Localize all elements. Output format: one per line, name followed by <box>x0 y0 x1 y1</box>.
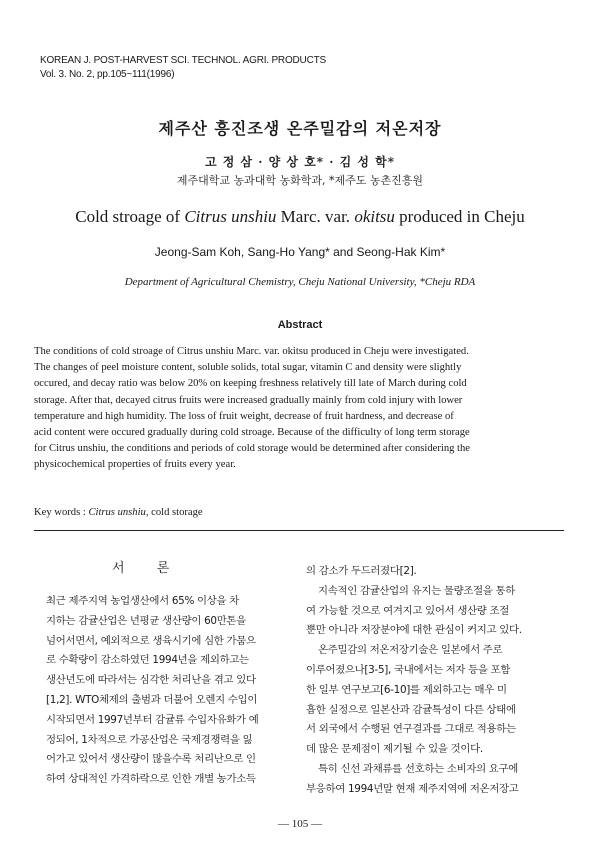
journal-volume: Vol. 3. No. 2, pp.105~111(1996) <box>40 69 175 80</box>
body-line: 이루어졌으나[3-5], 국내에서는 저자 등을 포함 <box>306 663 511 676</box>
abstract-line: temperature and high humidity. The loss of fruit weight, decrease of fruit hardness, and decrease of <box>34 410 454 422</box>
abstract-line: for Citrus unshiu, the conditions and periods of cold storage would be determined after considering the <box>34 443 471 455</box>
section-divider <box>34 530 564 531</box>
body-line: 지속적인 감귤산업의 유지는 물량조절을 통하 <box>318 584 516 597</box>
body-line: 뿐만 아니라 저장분야에 대한 관심이 커지고 있다. <box>306 624 522 637</box>
body-line: 한 일부 연구보고[6-10]를 제외하고는 매우 미 <box>306 683 507 696</box>
body-line: 정되어, 1차적으로 가공산업은 국제경쟁력을 잃 <box>46 733 253 746</box>
keywords-species: Citrus unshiu, <box>88 507 149 518</box>
english-title-species: Citrus unshiu <box>184 207 277 226</box>
abstract-heading: Abstract <box>277 319 323 331</box>
left-column <box>46 592 296 790</box>
keywords <box>34 507 203 518</box>
body-line: 의 감소가 두드러졌다[2]. <box>306 565 417 577</box>
english-title-variety: okitsu <box>354 207 395 226</box>
abstract-line: storage. After that, decayed citrus fruits were increased gradually mainly from cold injury with lower <box>34 394 463 406</box>
body-line: 어가고 있어서 생산량이 많을수록 처리난으로 인 <box>46 753 256 766</box>
body-line: 여 가능할 것으로 여겨지고 있어서 생산량 조절 <box>306 604 510 617</box>
introduction-heading: 서 론 <box>112 561 184 576</box>
body-line: 온주밀감의 저온저장기술은 일본에서 주로 <box>318 644 503 657</box>
body-line: 최근 제주지역 농업생산에서 65% 이상을 차 <box>46 595 240 607</box>
abstract-line: physicochemical properties of fruits every year. <box>34 459 236 471</box>
journal-header <box>40 54 326 82</box>
body-line: [1,2]. WTO체제의 출범과 더불어 오렌지 수입이 <box>46 693 258 706</box>
korean-affiliation: 제주대학교 농과대학 농화학과, *제주도 농촌진흥원 <box>176 174 424 187</box>
body-line: 특히 신선 과채류를 선호하는 소비자의 요구에 <box>318 762 519 775</box>
abstract-line: occured, and decay ratio was below 20% on keeping freshness relatively till late of March during cold <box>34 378 467 390</box>
english-title-part2: Marc. var. <box>276 207 355 226</box>
body-line: 부응하여 1994년말 현재 제주지역에 저온저장고 <box>306 782 519 795</box>
page-number: — 105 — <box>278 818 322 830</box>
body-line: 생산년도에 따라서는 심각한 처리난을 겪고 있다 <box>46 674 256 687</box>
body-line: 하여 상대적인 가격하락으로 인한 개별 농가소득 <box>46 773 256 786</box>
body-line: 시작되면서 1997년부터 감귤류 수입자유화가 예 <box>46 713 259 726</box>
body-line: 서 외국에서 수행된 연구결과를 그대로 적용하는 <box>306 723 516 736</box>
abstract-line: The changes of peel moisture content, soluble solids, total sugar, vitamin C and density were slightly <box>34 362 462 374</box>
english-affiliation: Department of Agricultural Chemistry, Cheju National University, *Cheju RDA <box>124 276 476 288</box>
abstract-line: The conditions of cold stroage of Citrus unshiu Marc. var. okitsu produced in Cheju were investigated. <box>34 346 469 357</box>
body-line: 로 수확량이 감소하였던 1994년을 제외하고는 <box>46 654 249 667</box>
abstract-line: acid content were occured gradually during cold stroage. Because of the difficulty of long term storage <box>34 427 470 439</box>
abstract-body <box>34 344 558 474</box>
journal-name: KOREAN J. POST-HARVEST SCI. TECHNOL. AGRI. PRODUCTS <box>40 55 326 66</box>
english-title-part1: Cold stroage of <box>75 207 185 226</box>
english-authors: Jeong-Sam Koh, Sang-Ho Yang* and Seong-Hak Kim* <box>154 245 446 259</box>
korean-title: 제주산 흥진조생 온주밀감의 저온저장 <box>158 119 442 138</box>
korean-authors: 고 정 삼 · 양 상 호* · 김 성 학* <box>204 155 395 169</box>
english-title-part3: produced in Cheju <box>394 207 525 226</box>
body-line: 데 많은 문제점이 제기될 수 있을 것이다. <box>306 743 483 756</box>
english-title <box>0 207 600 227</box>
body-line: 흡한 실정으로 일본산과 감귤특성이 다른 상태에 <box>306 703 516 716</box>
body-line: 지하는 감귤산업은 년평균 생산량이 60만톤을 <box>46 614 246 627</box>
right-column <box>306 562 560 800</box>
body-line: 넘어서면서, 예외적으로 생육시기에 심한 가뭄으 <box>46 634 256 647</box>
keywords-rest: cold storage <box>148 507 203 518</box>
keywords-label: Key words : <box>34 507 89 518</box>
